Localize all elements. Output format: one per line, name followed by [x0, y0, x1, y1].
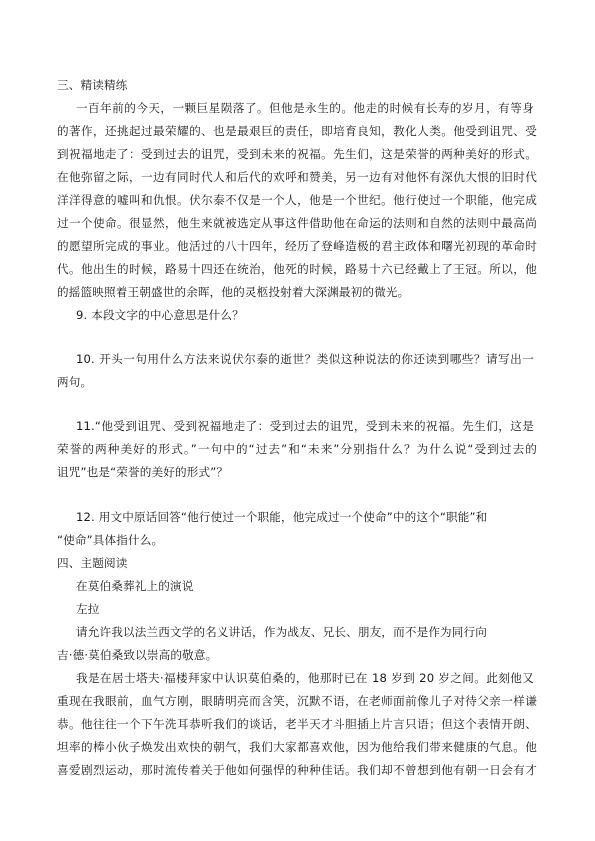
speech-body-line: 喜爱剧烈运动，那时流传着关于他如何强悍的种种佳话。我们却不曾想到他有朝一日会有才	[57, 763, 537, 777]
question-9: 9. 本段文字的中心意思是什么？	[76, 308, 244, 322]
section-heading-thematic-reading: 四、主题阅读	[57, 556, 128, 570]
question-10-line: 两句。	[57, 375, 93, 389]
passage-line: 过一个使命。很显然，他生来就被选定从事这件借助他在命运的法则和自然的法则中最高尚	[57, 216, 537, 230]
passage-line: 代。他出生的时候，路易十四还在统治，他死的时候，路易十六已经戴上了王冠。所以，他	[57, 262, 537, 276]
speech-body-line: 恭。他往往一个下午洗耳恭听我们的谈话，老半天才斗胆插上片言只语；但这个表情开朗、	[57, 717, 537, 731]
speech-body-line: 我是在居士塔夫·福楼拜家中认识莫伯桑的，他那时已在 18 岁到 20 岁之间。此刻他又	[76, 671, 534, 685]
passage-line: 的愿望所完成的事业。他活过的八十四年，经历了登峰造极的君主政体和曙光初现的革命时	[57, 239, 537, 253]
question-12-line: 12. 用文中原话回答“他行使过一个职能，他完成过一个使命”中的这个“职能”和	[76, 510, 488, 524]
question-11-line: 诅咒”也是“荣誉的美好的形式”？	[57, 465, 229, 479]
speech-intro-line: 请允许我以法兰西文学的名义讲话，作为战友、兄长、朋友，而不是作为同行向	[76, 625, 488, 639]
passage-line: 洋洋得意的嘘叫和仇恨。伏尔泰不仅是一个人，他是一个世纪。他行使过一个职能，他完成	[57, 193, 537, 207]
speech-intro-line: 吉·德·莫伯桑致以崇高的敬意。	[57, 648, 218, 662]
passage-line: 一百年前的今天，一颗巨星陨落了。但他是永生的。他走的时候有长寿的岁月，有等身	[76, 101, 534, 115]
question-10-line: 10. 开头一句用什么方法来说伏尔泰的逝世？类似这种说法的你还读到哪些？请写出一	[76, 352, 534, 366]
passage-line: 到祝福地走了：受到过去的诅咒，受到未来的祝福。先生们，这是荣誉的两种美好的形式。	[57, 147, 537, 161]
passage-line: 的著作，还挑起过最荣耀的、也是最艰巨的责任，即培育良知，教化人类。他受到诅咒、受	[57, 124, 537, 138]
passage-line: 的摇篮映照着王朝盛世的余晖，他的灵柩投射着大深渊最初的微光。	[57, 285, 410, 299]
article-title: 在莫伯桑葬礼上的演说	[76, 579, 194, 593]
article-author: 左拉	[76, 602, 100, 616]
speech-body-line: 重现在我眼前，血气方刚，眼睛明亮而含笑，沉默不语，在老师面前像儿子对待父亲一样谦	[57, 694, 537, 708]
question-12-line: “使命”具体指什么。	[57, 533, 164, 547]
question-11-line: 11.“他受到诅咒、受到祝福地走了：受到过去的诅咒，受到未来的祝福。先生们，这是	[76, 419, 534, 433]
speech-body-line: 坦率的棒小伙子焕发出欢快的朝气，我们大家都喜欢他，因为他给我们带来健康的气息。他	[57, 740, 537, 754]
question-11-line: 荣誉的两种美好的形式。”一句中的“过去”和“未来”分别指什么？为什么说“受到过去的	[57, 442, 537, 456]
passage-line: 在他弥留之际，一边有同时代人和后代的欢呼和赞美，另一边有对他怀有深仇大恨的旧时代	[57, 170, 537, 184]
section-heading-close-reading: 三、精读精练	[57, 78, 128, 92]
